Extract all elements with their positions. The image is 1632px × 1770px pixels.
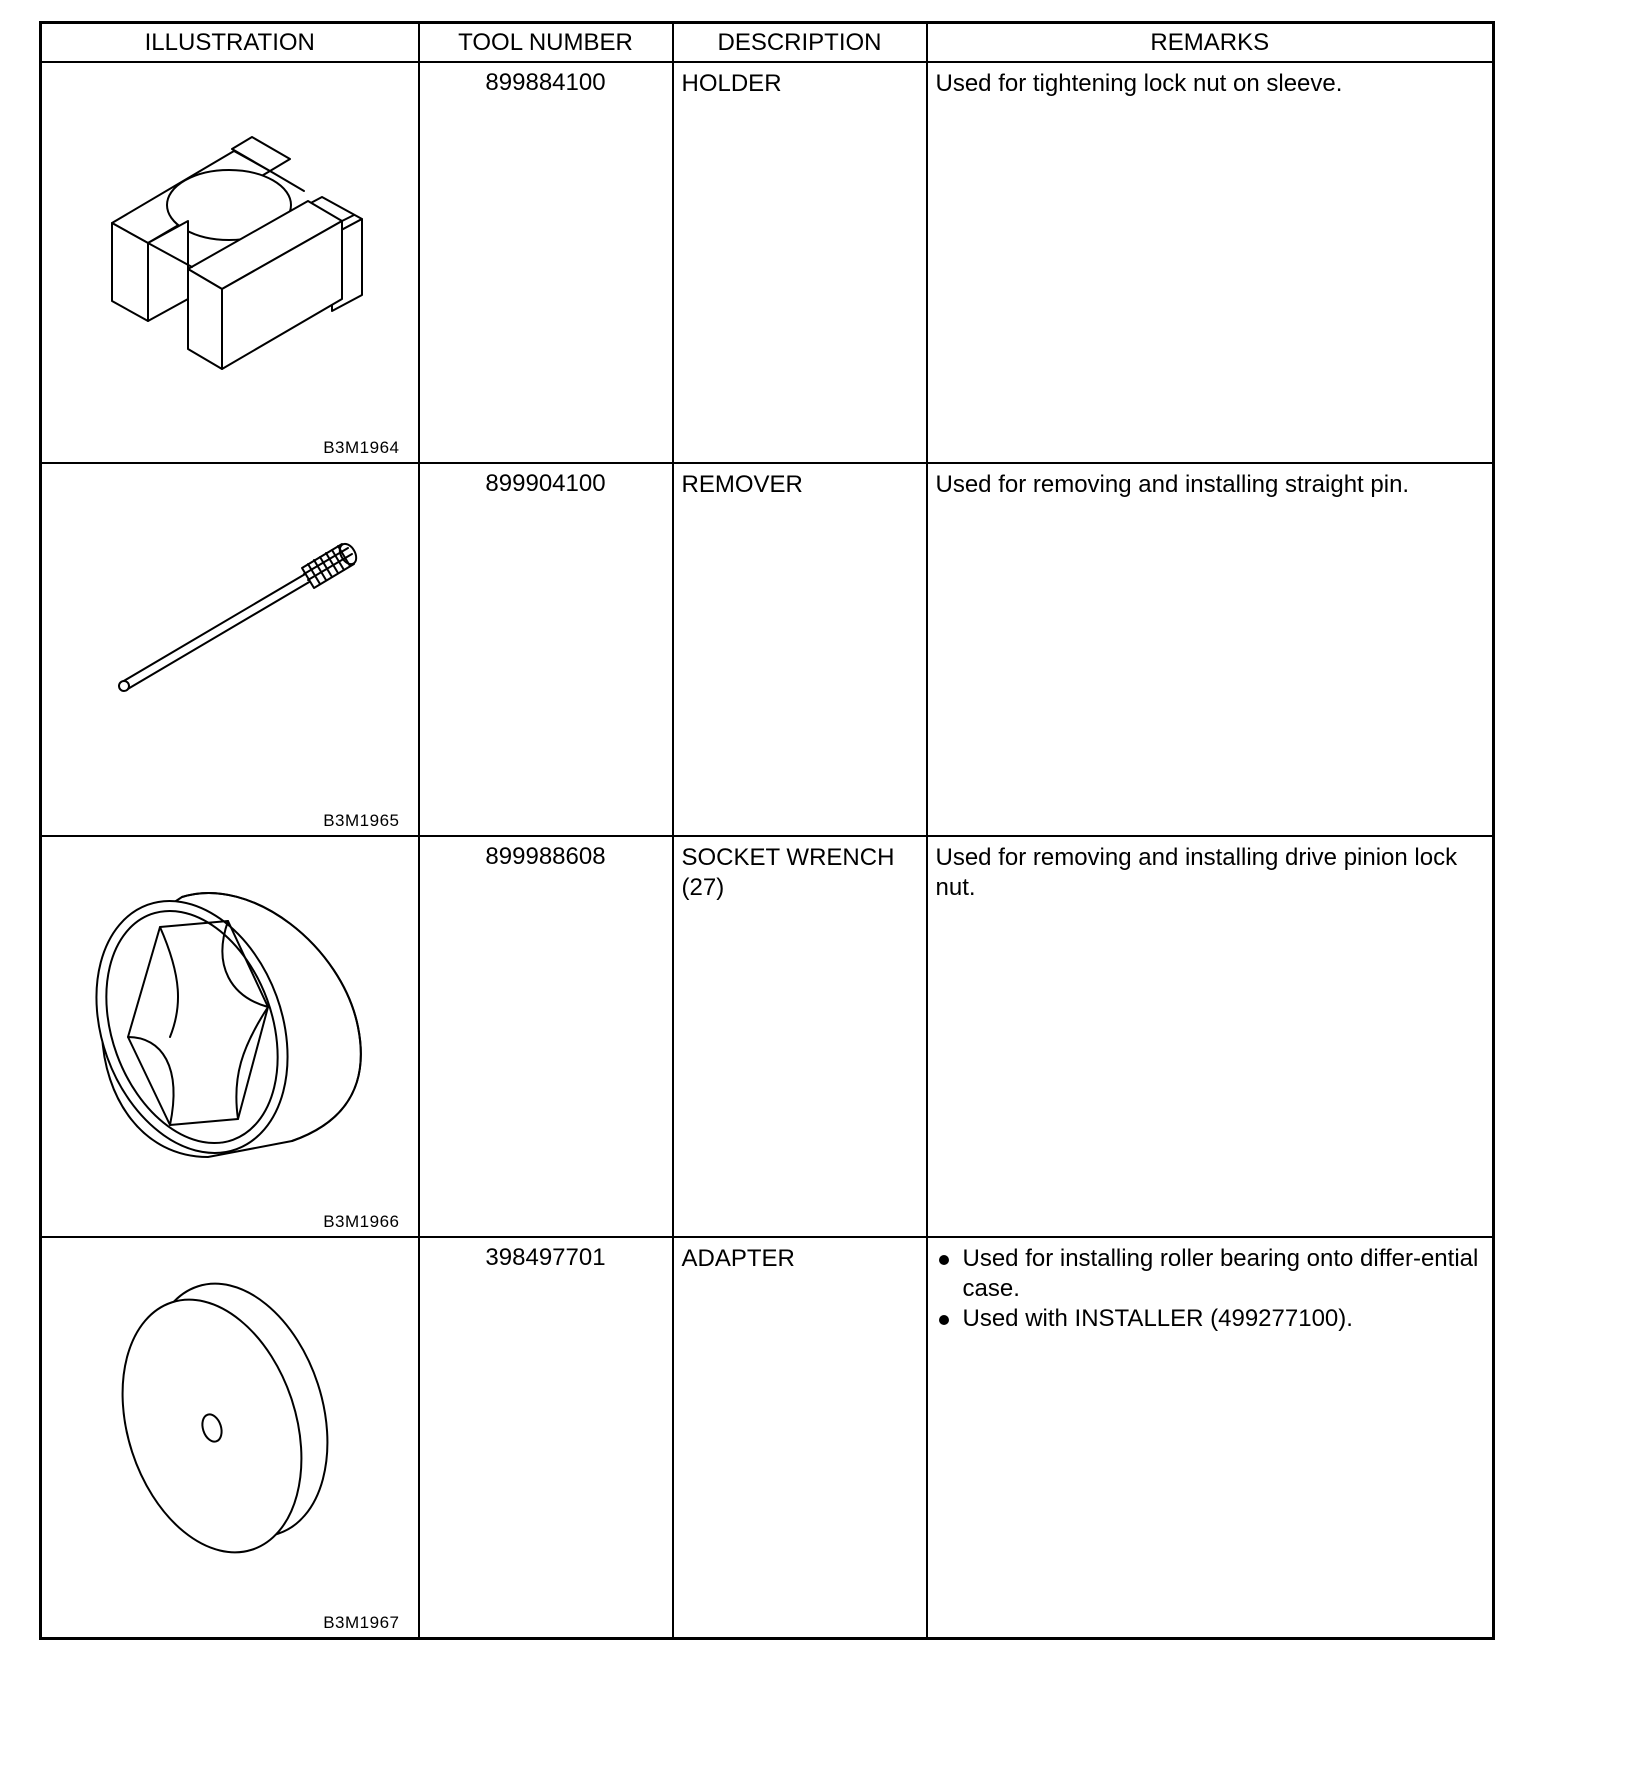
tool-number-cell: 899904100 xyxy=(419,463,673,836)
remarks-cell xyxy=(927,62,1494,463)
remarks-bullet: Used for installing roller bearing onto differ-ential case. xyxy=(936,1244,1485,1304)
special-tools-table xyxy=(39,21,1495,1640)
table-row xyxy=(41,463,1494,836)
table-row xyxy=(41,836,1494,1237)
figure-code: B3M1966 xyxy=(323,1212,400,1231)
header-row xyxy=(41,23,1494,63)
illustration-cell xyxy=(41,62,419,463)
remarks-cell xyxy=(927,836,1494,1237)
socket-wrench-icon xyxy=(42,837,420,1238)
header-illustration: ILLUSTRATION xyxy=(41,23,419,63)
illustration-cell xyxy=(41,463,419,836)
description-cell xyxy=(673,62,927,463)
holder-block-icon xyxy=(42,63,420,464)
header-remarks: REMARKS xyxy=(927,23,1494,63)
description-cell xyxy=(673,1237,927,1638)
figure-code: B3M1967 xyxy=(323,1612,400,1632)
figure-code: B3M1965 xyxy=(323,811,400,830)
description-text: ADAPTER xyxy=(681,1245,795,1272)
adapter-disc-icon xyxy=(42,1238,420,1639)
remarks-text: Used for removing and installing straight pin. xyxy=(935,471,1410,498)
tool-number-cell: 398497701 xyxy=(419,1237,673,1638)
figure-code: B3M1964 xyxy=(323,438,400,457)
remarks-text: Used for tightening lock nut on sleeve. xyxy=(935,70,1343,97)
table-row xyxy=(41,1237,1494,1638)
remarks-cell xyxy=(927,1237,1494,1638)
pin-remover-icon xyxy=(42,464,420,837)
remarks-text: Used for removing and installing drive pinion lock nut. xyxy=(935,844,1458,901)
header-description: DESCRIPTION xyxy=(673,23,927,63)
illustration-cell xyxy=(41,836,419,1237)
description-text: SOCKET WRENCH xyxy=(681,844,895,871)
remarks-bullet-list xyxy=(936,1244,1485,1334)
description-cell xyxy=(673,836,927,1237)
table-row xyxy=(41,62,1494,463)
description-text: HOLDER xyxy=(681,70,782,97)
remarks-cell xyxy=(927,463,1494,836)
header-tool-number: TOOL NUMBER xyxy=(419,23,673,63)
remarks-bullet: Used with INSTALLER (499277100). xyxy=(936,1304,1485,1334)
description-text-line2: (27) xyxy=(681,874,725,901)
tool-number-cell: 899884100 xyxy=(419,62,673,463)
description-text: REMOVER xyxy=(681,471,803,498)
illustration-cell xyxy=(41,1237,419,1638)
description-cell xyxy=(673,463,927,836)
tool-number-cell: 899988608 xyxy=(419,836,673,1237)
